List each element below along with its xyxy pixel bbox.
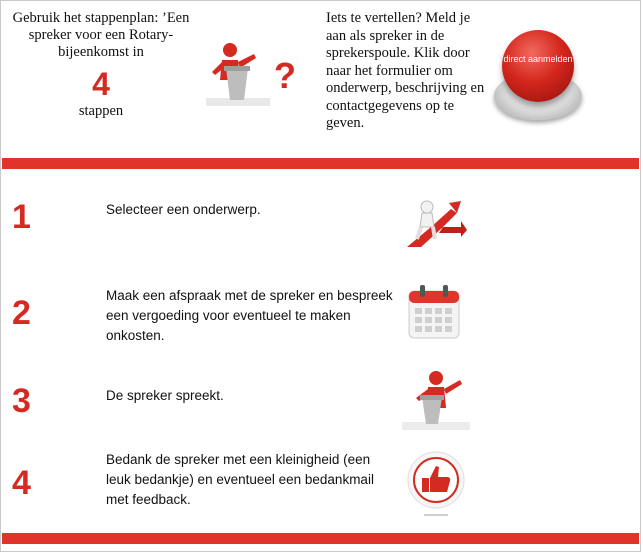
thumbs-up-icon (406, 450, 466, 520)
step-4-number: 4 (12, 464, 31, 502)
step-2-text: Maak een afspraak met de spreker en bespreek een vergoeding voor eventueel te maken onkosten. (106, 288, 393, 343)
step-4-text: Bedank de spreker met een kleinigheid (een leuk bedankje) en eventueel een bedankmail met feedback. (106, 452, 374, 507)
big-number: 4 (92, 66, 110, 102)
register-info-text: Iets te vertellen? Meld je aan als spreker in de sprekerspoule. Klik door naar het formulier om onderwerp, beschrijving en contactgegevens op te geven. (326, 10, 485, 131)
step-1-text: Selecteer een onderwerp. (106, 202, 261, 217)
svg-text:?: ? (274, 55, 296, 96)
direct-register-button[interactable] (492, 20, 584, 130)
button-dome (502, 30, 574, 102)
step-2-number: 2 (12, 294, 31, 332)
intro-text: Gebruik het stappenplan: ’Een spreker voor een Rotary-bijeenkomst in (12, 10, 190, 60)
top-divider-bar (2, 158, 639, 169)
step-1-number: 1 (12, 198, 31, 236)
step-3-number: 3 (12, 382, 31, 420)
path-choice-icon (405, 193, 467, 249)
speaker-question-icon (202, 40, 302, 110)
calendar-icon (408, 285, 460, 339)
stappen-label: stappen (78, 103, 124, 119)
direct-register-label: direct aanmelden (503, 54, 573, 64)
bottom-divider-bar (2, 533, 639, 544)
step-3-text: De spreker spreekt. (106, 388, 224, 403)
intro-block (6, 10, 196, 119)
speaker-podium-icon (402, 370, 470, 430)
